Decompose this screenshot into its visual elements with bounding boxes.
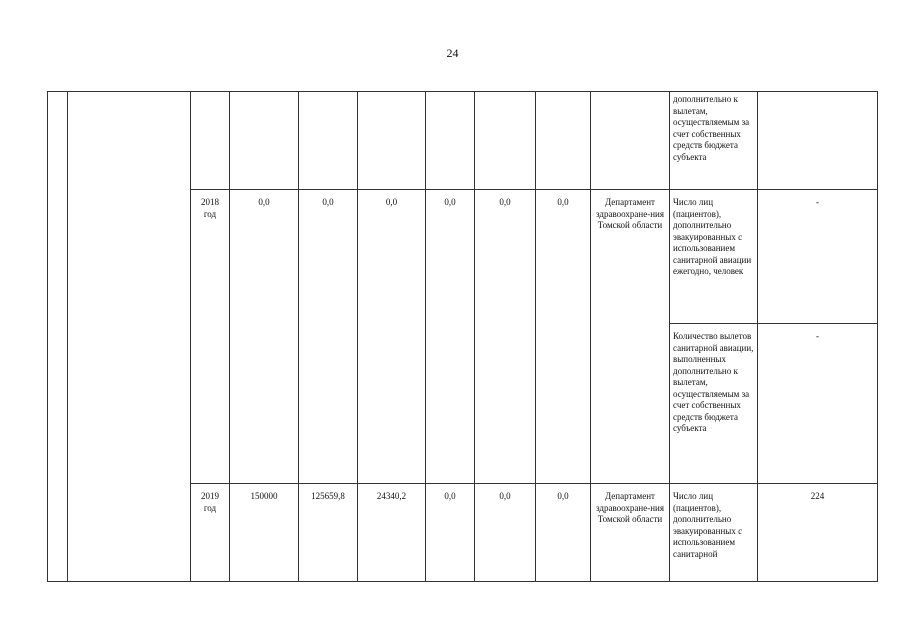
table-row-continuation — [48, 92, 878, 190]
page-number: 24 — [446, 46, 459, 60]
value-cell: 0,0 — [358, 190, 426, 484]
value-cell: 150000 — [230, 484, 299, 582]
value-cell: 0,0 — [536, 484, 591, 582]
executor-cell: Департамент здравоохране-ния Томской области — [591, 190, 670, 484]
col-name-cell — [68, 92, 191, 582]
value-cell: 0,0 — [475, 484, 536, 582]
value-cell: 0,0 — [299, 190, 358, 484]
indicator-name-cell: Число лиц (пациентов), дополнительно эвакуированных с использованием санитарной авиации ежегодно, человек — [670, 190, 758, 324]
year-cell: 2018 год — [191, 190, 230, 484]
indicator-name-cell: Количество вылетов санитарной авиации, выполненных дополнительно к вылетам, осуществляемым за счет собственных средств бюджета субъекта — [670, 324, 758, 484]
value-cell: 24340,2 — [358, 484, 426, 582]
data-table — [47, 91, 878, 582]
indicator-value-cell: - — [758, 324, 878, 484]
indicator-value-cell: 224 — [758, 484, 878, 582]
indicator-value-cell: - — [758, 190, 878, 324]
indicator-name-cell: Число лиц (пациентов), дополнительно эвакуированных с использованием санитарной — [670, 484, 758, 582]
col-number-cell — [48, 92, 68, 582]
executor-cell: Департамент здравоохране-ния Томской области — [591, 484, 670, 582]
value-cell: 0,0 — [230, 190, 299, 484]
value-cell: 0,0 — [426, 484, 475, 582]
value-cell: 125659,8 — [299, 484, 358, 582]
year-cell: 2019 год — [191, 484, 230, 582]
value-cell: 0,0 — [475, 190, 536, 484]
value-cell: 0,0 — [426, 190, 475, 484]
indicator-name-cell: дополнительно к вылетам, осуществляемым за счет собственных средств бюджета субъекта — [670, 92, 758, 190]
value-cell: 0,0 — [536, 190, 591, 484]
